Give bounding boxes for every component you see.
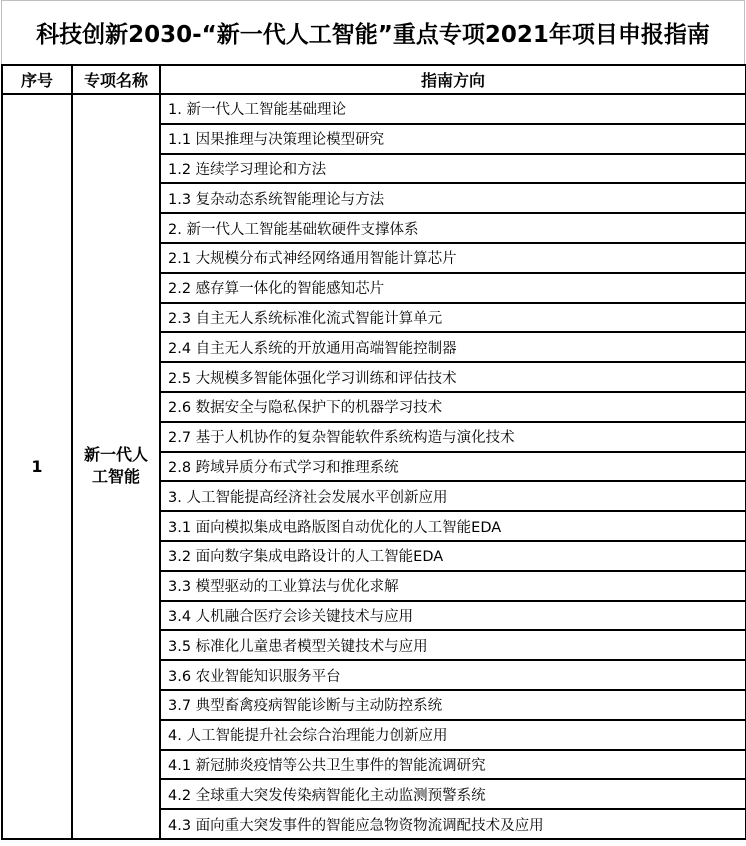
project-name-cell: 新一代人工智能 <box>72 94 160 839</box>
document-title: 科技创新2030-“新一代人工智能”重点专项2021年项目申报指南 <box>1 0 745 64</box>
guide-direction-cell: 4.3 面向重大突发事件的智能应急物资物流调配技术及应用 <box>160 809 746 839</box>
guide-direction-cell: 1.2 连续学习理论和方法 <box>160 154 746 184</box>
guide-direction-cell: 3.7 典型畜禽疫病智能诊断与主动防控系统 <box>160 690 746 720</box>
header-seq: 序号 <box>2 65 72 94</box>
guide-direction-cell: 2.7 基于人机协作的复杂智能软件系统构造与演化技术 <box>160 422 746 452</box>
header-guide-direction: 指南方向 <box>160 65 746 94</box>
guide-direction-cell: 2.4 自主无人系统的开放通用高端智能控制器 <box>160 332 746 362</box>
guide-direction-cell: 2. 新一代人工智能基础软硬件支撑体系 <box>160 213 746 243</box>
guide-direction-cell: 3.4 人机融合医疗会诊关键技术与应用 <box>160 601 746 631</box>
seq-cell: 1 <box>2 94 72 839</box>
guide-direction-cell: 2.1 大规模分布式神经网络通用智能计算芯片 <box>160 243 746 273</box>
guide-direction-cell: 1. 新一代人工智能基础理论 <box>160 94 746 124</box>
guide-direction-cell: 2.8 跨域异质分布式学习和推理系统 <box>160 452 746 482</box>
guide-direction-cell: 3.5 标准化儿童患者模型关键技术与应用 <box>160 630 746 660</box>
header-project-name: 专项名称 <box>72 65 160 94</box>
guide-direction-cell: 2.2 感存算一体化的智能感知芯片 <box>160 273 746 303</box>
guide-direction-cell: 4. 人工智能提升社会综合治理能力创新应用 <box>160 720 746 750</box>
guide-direction-cell: 4.1 新冠肺炎疫情等公共卫生事件的智能流调研究 <box>160 750 746 780</box>
guide-direction-cell: 1.1 因果推理与决策理论模型研究 <box>160 124 746 154</box>
table-body <box>2 94 746 839</box>
guide-direction-cell: 1.3 复杂动态系统智能理论与方法 <box>160 183 746 213</box>
guide-direction-cell: 3.2 面向数字集成电路设计的人工智能EDA <box>160 541 746 571</box>
guide-direction-cell: 3.3 模型驱动的工业算法与优化求解 <box>160 571 746 601</box>
guide-direction-cell: 3.6 农业智能知识服务平台 <box>160 660 746 690</box>
guide-direction-cell: 2.5 大规模多智能体强化学习训练和评估技术 <box>160 362 746 392</box>
guide-direction-cell: 2.3 自主无人系统标准化流式智能计算单元 <box>160 303 746 333</box>
guide-direction-cell: 4.2 全球重大突发传染病智能化主动监测预警系统 <box>160 779 746 809</box>
guide-direction-cell: 2.6 数据安全与隐私保护下的机器学习技术 <box>160 392 746 422</box>
guide-table <box>1 64 746 840</box>
table-row <box>2 94 746 124</box>
header-row <box>2 65 746 94</box>
guide-direction-cell: 3.1 面向模拟集成电路版图自动优化的人工智能EDA <box>160 511 746 541</box>
guide-direction-cell: 3. 人工智能提高经济社会发展水平创新应用 <box>160 481 746 511</box>
